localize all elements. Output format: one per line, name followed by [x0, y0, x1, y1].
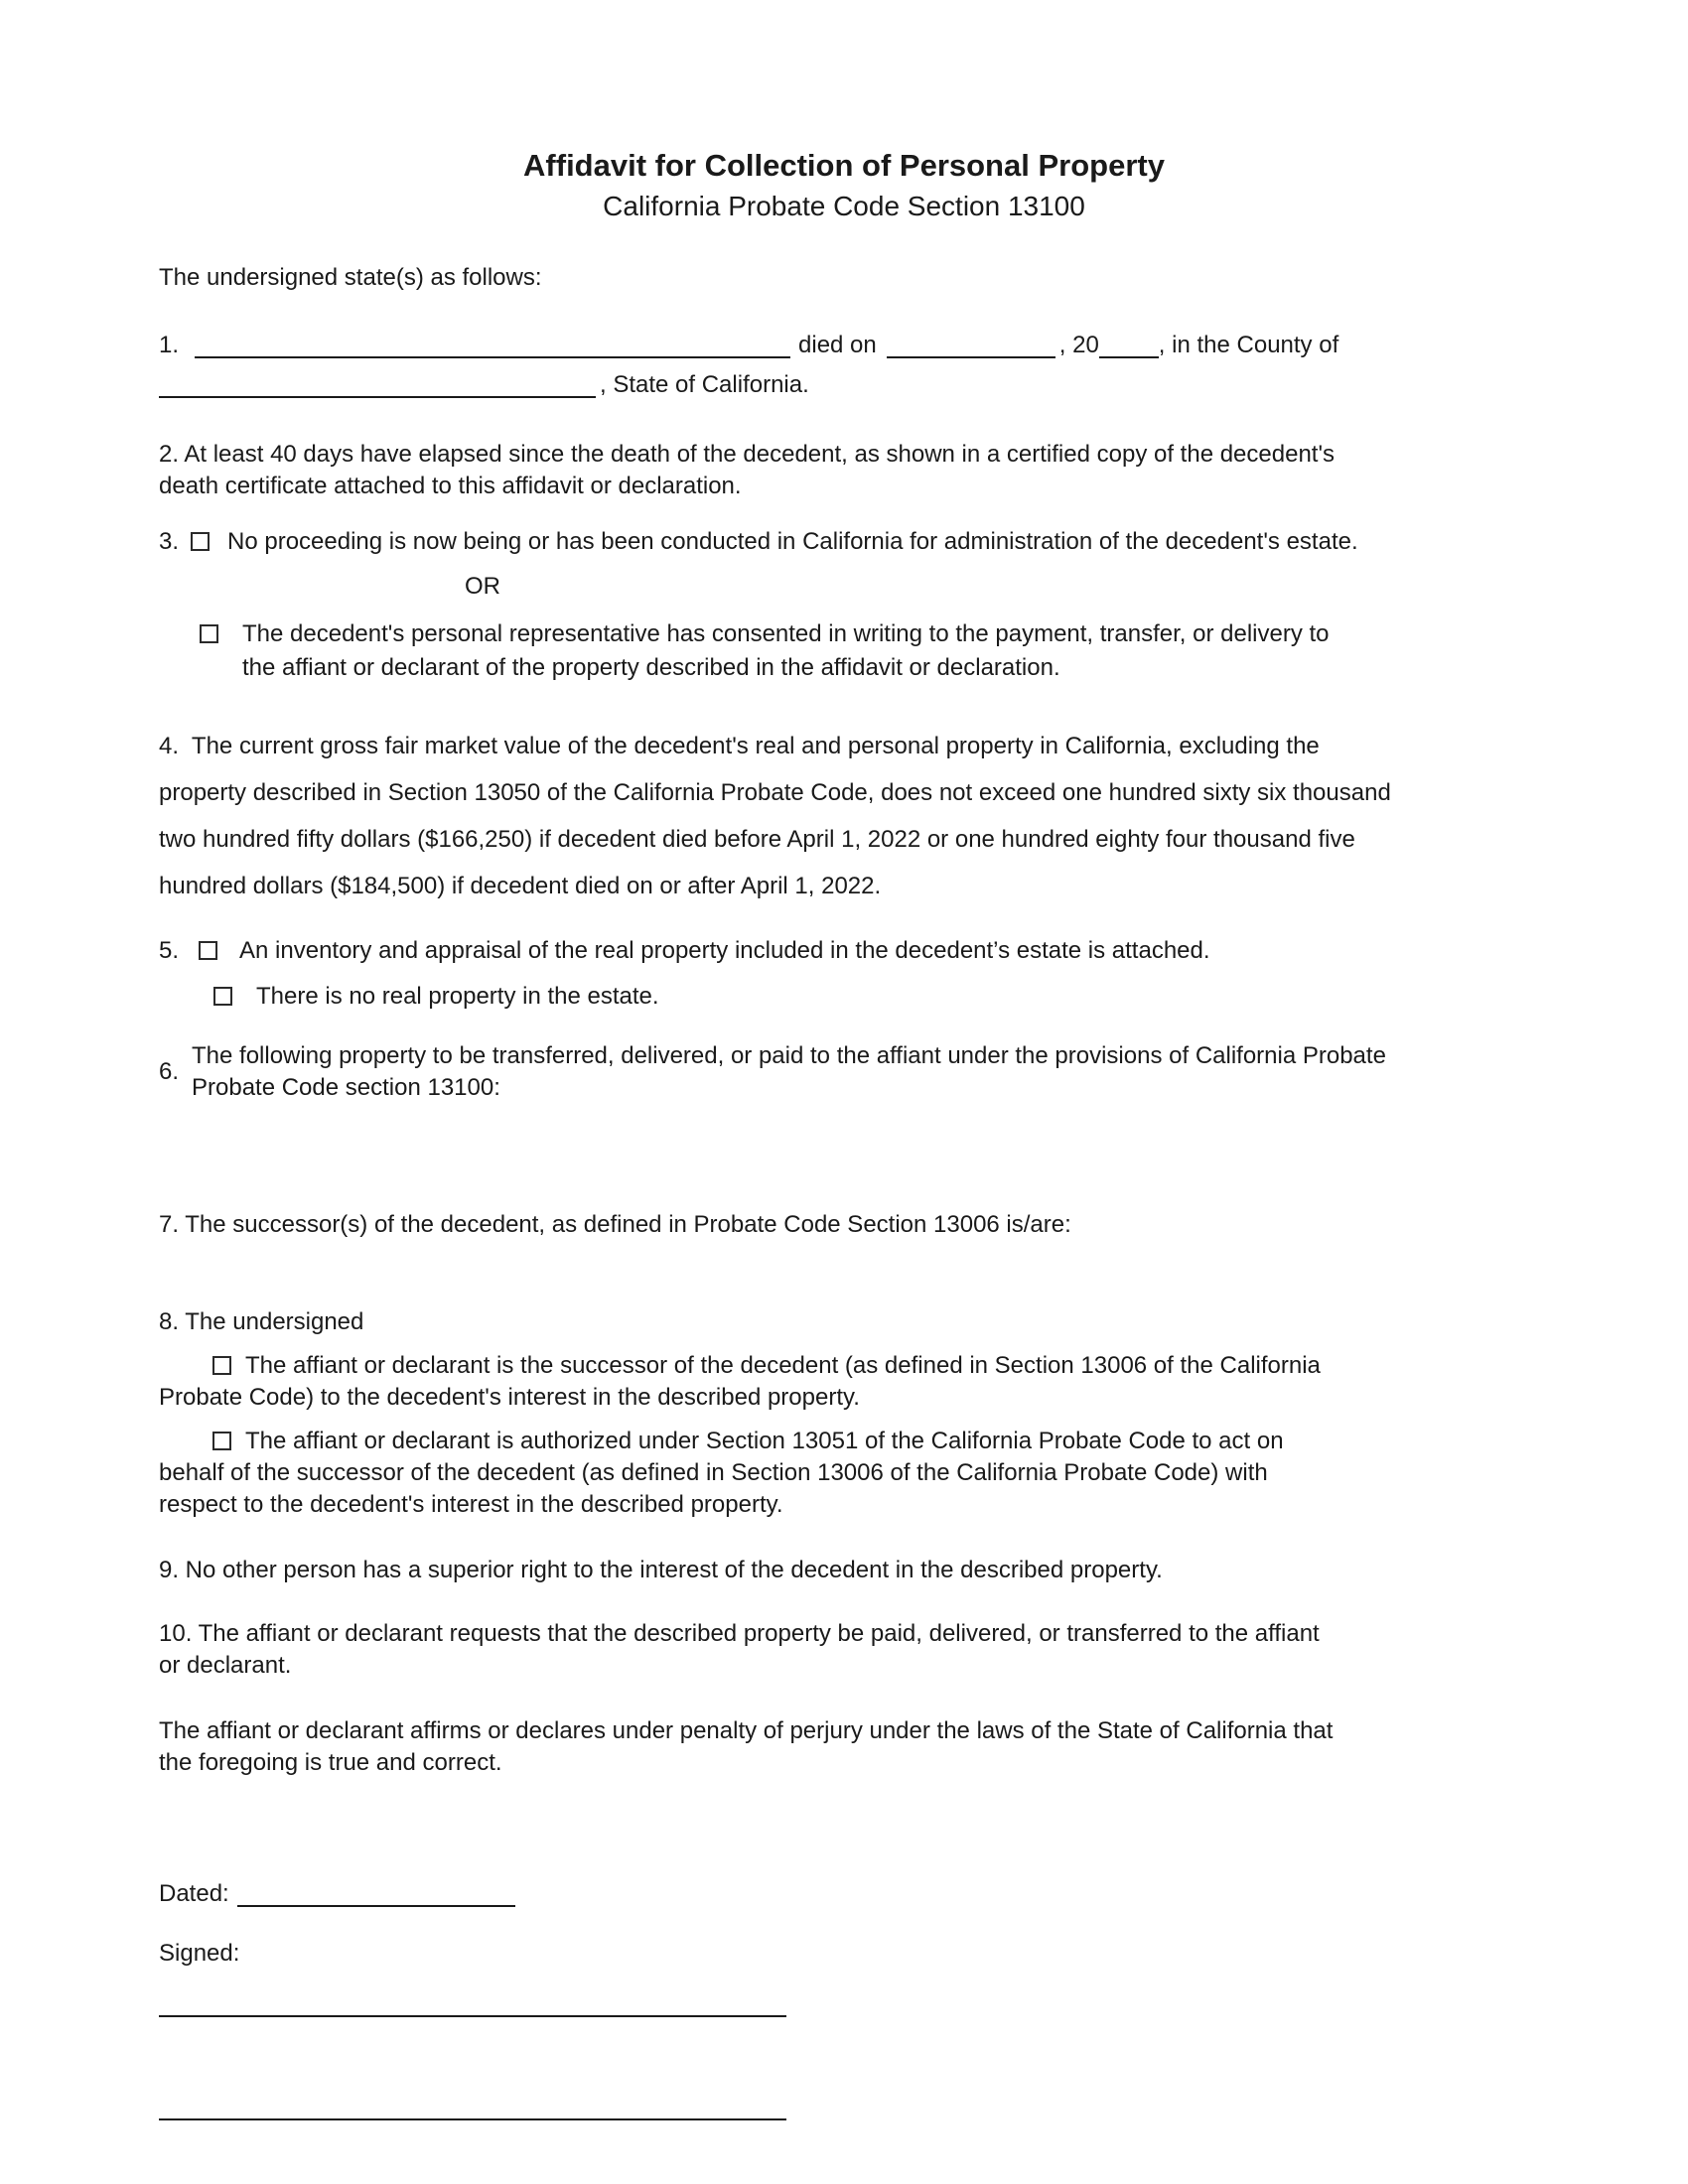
- dated-row: [159, 1878, 1618, 1910]
- statement-2: 2. At least 40 days have elapsed since the death of the decedent, as shown in a certified copy of the decedent's death certificate attached to this affidavit or declaration.: [159, 441, 1336, 499]
- statement-7: 7. The successor(s) of the decedent, as defined in Probate Code Section 13006 is/are:: [159, 1211, 1071, 1238]
- statement-1: [159, 326, 1618, 405]
- statement-3: [159, 526, 1618, 558]
- personal-representative-consent-checkbox[interactable]: [200, 624, 218, 643]
- personal-representative-option: The decedent's personal representative has consented in writing to the payment, transfer, or delivery to the affiant or declarant of the property described in the affidavit or declaration.: [242, 620, 1330, 681]
- county-name-blank[interactable]: [159, 372, 596, 398]
- perjury-affirmation: The affiant or declarant affirms or declares under penalty of perjury under the laws of the State of California that the foregoing is true and correct.: [159, 1717, 1334, 1776]
- no-real-property-row: [213, 981, 1618, 1013]
- affiant-is-successor-row: [159, 1350, 1609, 1414]
- decedent-name-blank[interactable]: [195, 333, 790, 358]
- county-of-label: , in the County of: [1158, 332, 1339, 358]
- state-label: , State of California.: [600, 371, 809, 398]
- no-real-property-option: There is no real property in the estate.: [256, 983, 659, 1010]
- statement-6-number: 6.: [159, 1058, 180, 1085]
- no-real-property-checkbox[interactable]: [213, 987, 232, 1006]
- death-year-blank[interactable]: [1099, 333, 1159, 358]
- death-date-blank[interactable]: [887, 333, 1055, 358]
- document-body: [0, 262, 1688, 2120]
- no-proceeding-option: No proceeding is now being or has been conducted in California for administration of the decedent's estate.: [227, 528, 1358, 555]
- died-on-label: died on: [798, 332, 877, 358]
- no-proceeding-checkbox[interactable]: [191, 532, 210, 551]
- document-header: [0, 0, 1688, 226]
- signature-line-2[interactable]: [159, 2118, 786, 2120]
- affiant-is-successor-checkbox[interactable]: [212, 1356, 231, 1375]
- inventory-attached-option: An inventory and appraisal of the real property included in the decedent’s estate is attached.: [239, 937, 1210, 964]
- affiant-is-successor-option: The affiant or declarant is the successor of the decedent (as defined in Section 13006 of the California Probate Code) to the decedent's interest in the described property.: [159, 1352, 1321, 1411]
- inventory-attached-checkbox[interactable]: [199, 941, 217, 960]
- statement-1-number: 1.: [159, 332, 180, 358]
- affiant-authorized-option: The affiant or declarant is authorized under Section 13051 of the California Probate Code to act on behalf of the successor of the decedent (as defined in Section 13006 of the California Probate Code) with respect to the decedent's interest in the described property.: [159, 1428, 1284, 1518]
- statement-6-text: The following property to be transferred, delivered, or paid to the affiant under the provisions of California Probate Probate Code section 13100:: [192, 1042, 1386, 1101]
- statement-4: 4. The current gross fair market value of the decedent's real and personal property in California, excluding the property described in Section 13050 of the California Probate Code, does not exceed one hundred sixty six thousand two hundred fifty dollars ($166,250) if decedent died before April 1, 2022 or one hundred eighty four thousand five hundred dollars ($184,500) if decedent died on or after April 1, 2022.: [159, 733, 1391, 899]
- or-separator: OR: [465, 573, 500, 600]
- dated-blank[interactable]: [237, 1881, 515, 1907]
- statement-5-number: 5.: [159, 937, 180, 964]
- signature-line-1[interactable]: [159, 2015, 786, 2017]
- document-title: Affidavit for Collection of Personal Property: [523, 148, 1165, 183]
- statement-8-heading: 8. The undersigned: [159, 1308, 364, 1335]
- statement-3-number: 3.: [159, 528, 180, 555]
- document-subtitle: California Probate Code Section 13100: [603, 191, 1085, 221]
- statement-6: [159, 1040, 1618, 1104]
- personal-representative-option-row: [200, 617, 1618, 685]
- statement-10: 10. The affiant or declarant requests that the described property be paid, delivered, or transferred to the affiant or declarant.: [159, 1620, 1320, 1679]
- affiant-authorized-row: [159, 1426, 1609, 1521]
- statement-5: [159, 935, 1618, 967]
- year-prefix-label: , 20: [1058, 332, 1099, 358]
- statement-9: 9. No other person has a superior right to the interest of the decedent in the described property.: [159, 1557, 1163, 1583]
- dated-label: Dated:: [159, 1880, 229, 1907]
- affiant-authorized-checkbox[interactable]: [212, 1432, 231, 1450]
- signed-label: Signed:: [159, 1940, 240, 1967]
- intro-statement: The undersigned state(s) as follows:: [159, 264, 542, 291]
